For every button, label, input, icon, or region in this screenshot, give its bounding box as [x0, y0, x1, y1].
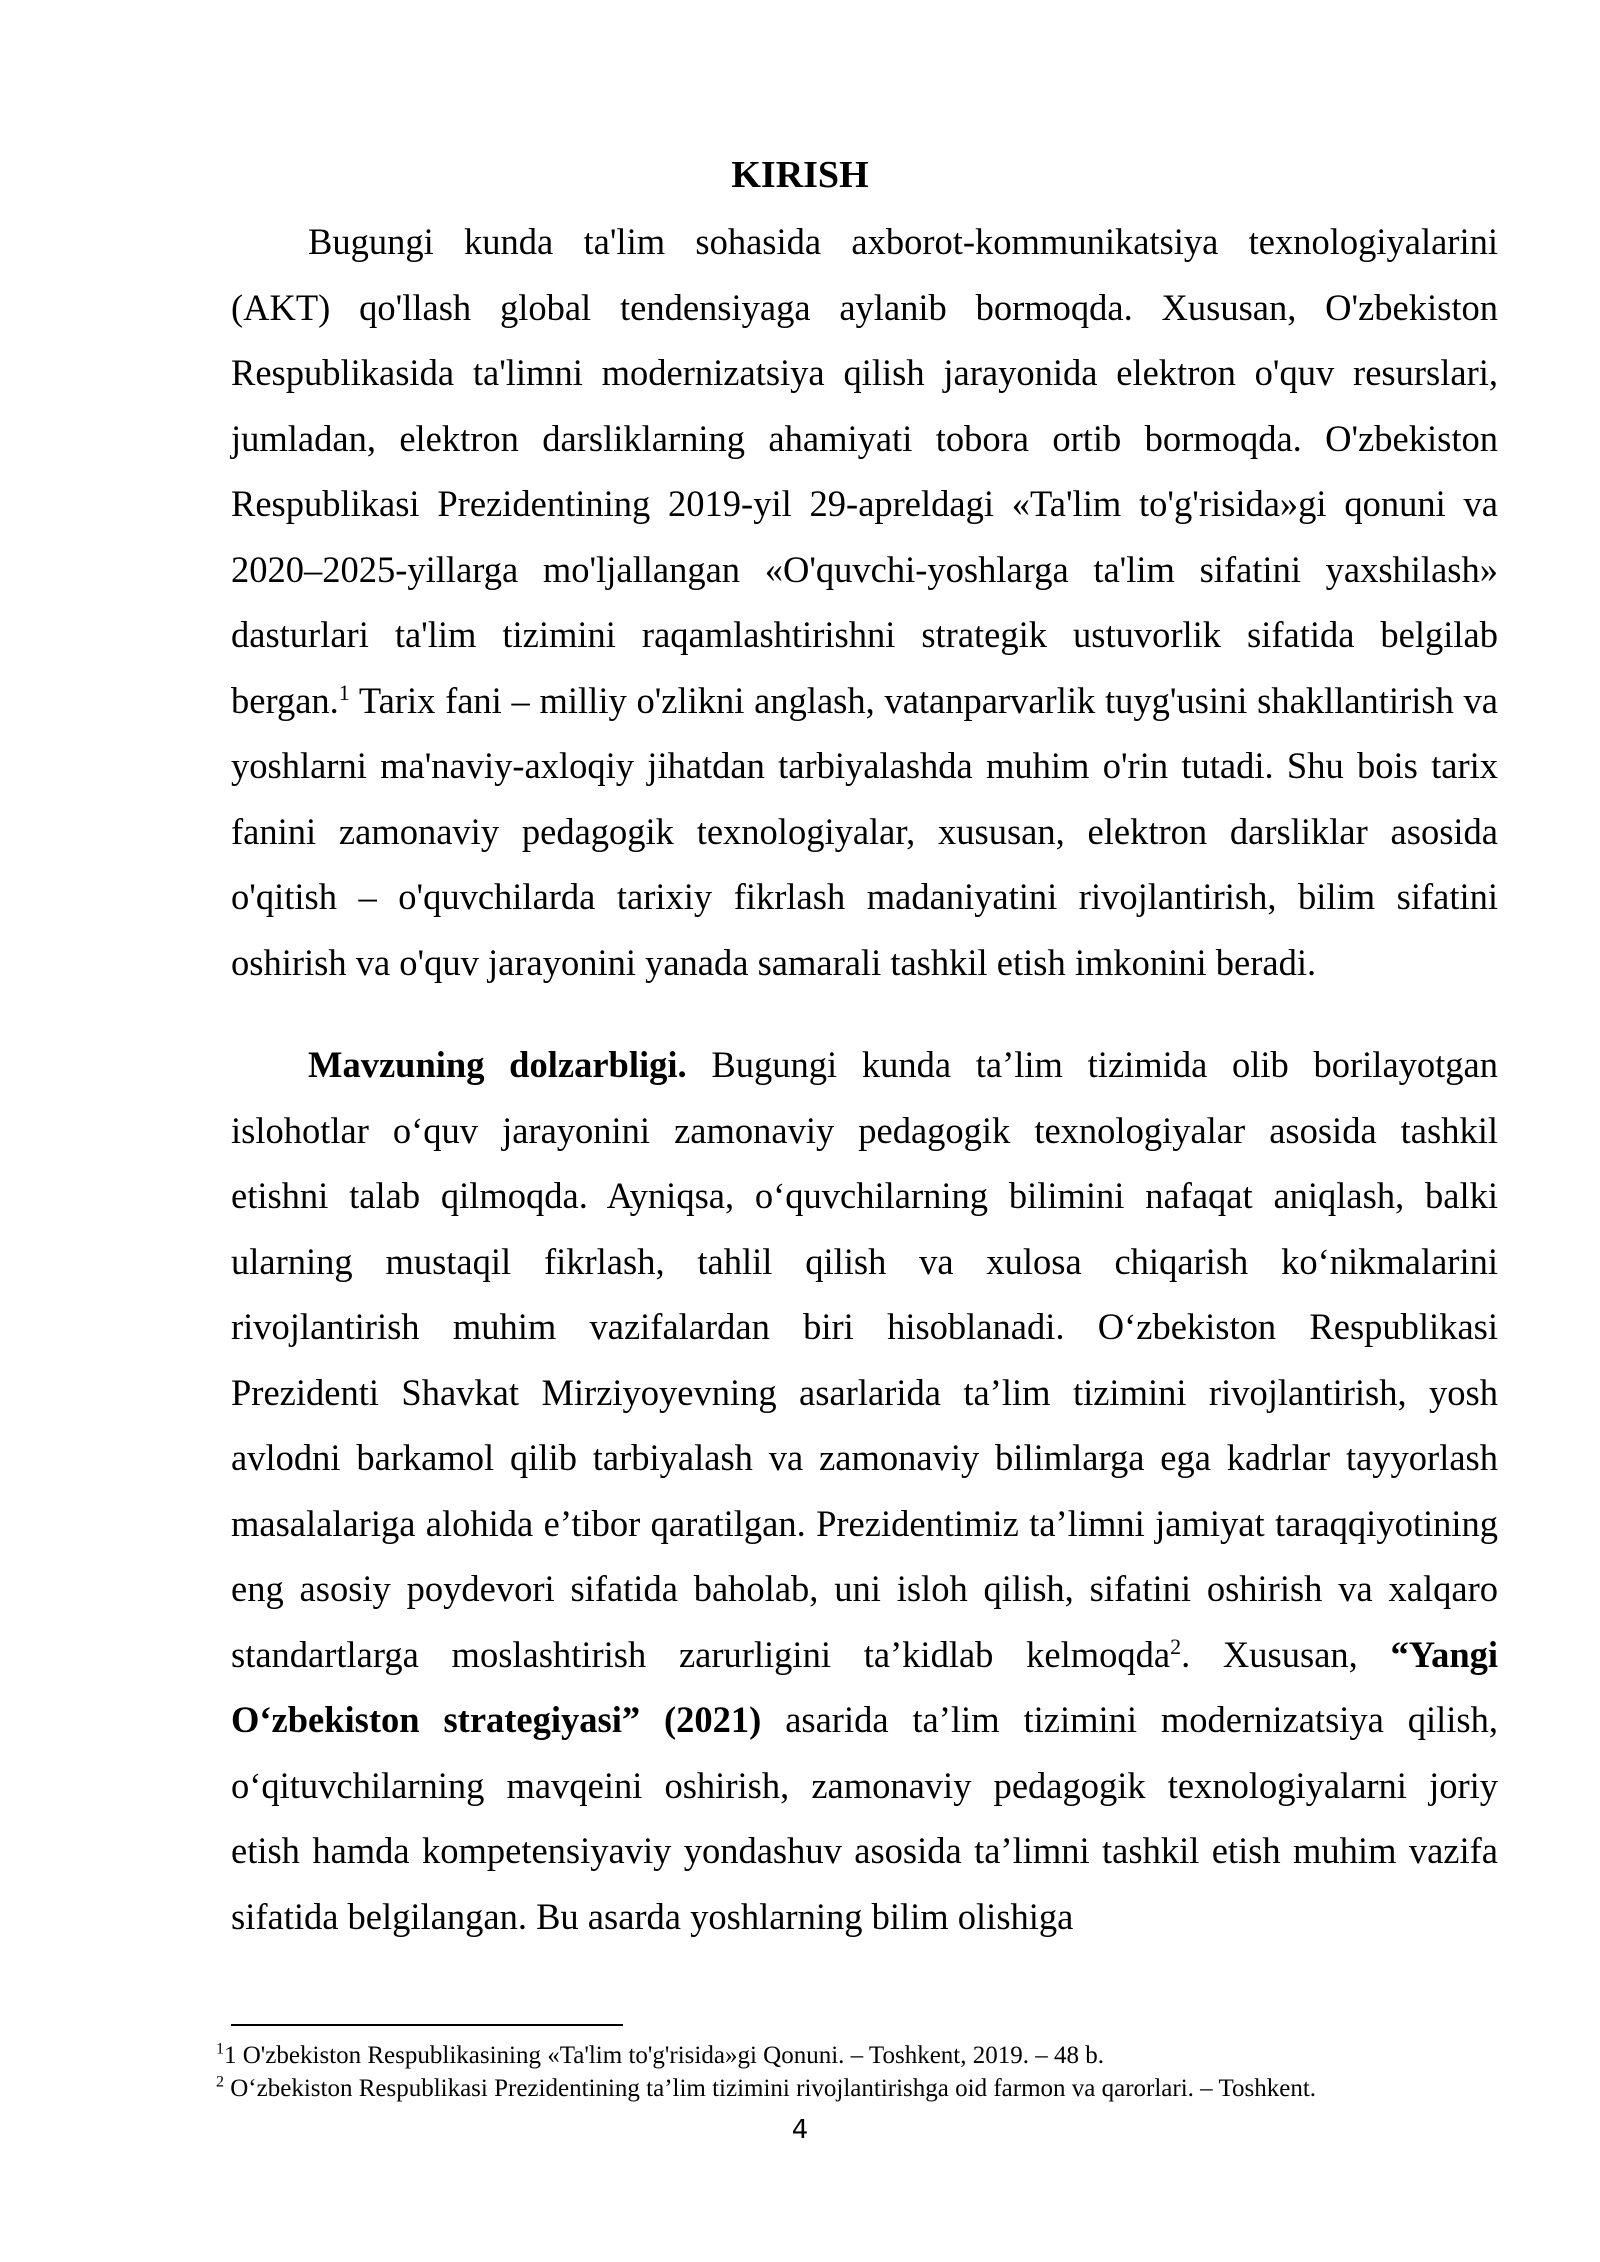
intro-paragraph: [231, 209, 1498, 995]
section-heading: KIRISH: [731, 154, 869, 196]
intro-text-a: Bugungi kunda ta'lim sohasida axborot-kommunikatsiya texnologiyalarini (AKT) qo'llash global tendensiyaga aylanib bormoqda. Xususan, O'zbekiston Respublikasida ta'limni modernizatsiya qilish jarayonida elektron o'quv resurslari, jumladan, elektron darsliklarning ahamiyati tobora ortib bormoqda. O'zbekiston Respublikasi Prezidentining 2019-yil 29-apreldagi «Ta'lim to'g'risida»gi qonuni va 2020–2025-yillarga mo'ljallangan «O'quvchi-yoshlarga ta'lim sifatini yaxshilash» dasturlari ta'lim tizimini raqamlashtirishni strategik ustuvorlik sifatida belgilab bergan.: [231, 221, 1498, 721]
footnote-2: [216, 2072, 1516, 2105]
relevance-text-b: . Xususan,: [1181, 1633, 1391, 1675]
footnote-separator: [231, 2024, 623, 2026]
footnotes: [216, 2039, 1516, 2105]
footnote-1: [216, 2039, 1516, 2072]
footnote-ref-2[interactable]: 2: [1170, 1633, 1182, 1659]
relevance-text-c: asarida ta’lim tizimini modernizatsiya qilish, o‘qituvchilarning mavqeini oshirish, zamonaviy pedagogik texnologiyalarni joriy etish hamda kompetensiyaviy yondashuv asosida ta’limni tashkil etish muhim vazifa sifatida belgilangan. Bu asarda yoshlarning bilim olishiga: [231, 1699, 1498, 1937]
footnote-2-marker: 2: [216, 2073, 224, 2091]
relevance-paragraph: [231, 1032, 1498, 1949]
intro-text-b: Tarix fani – milliy o'zlikni anglash, vatanparvarlik tuyg'usini shakllantirish va yoshlarni ma'naviy-axloqiy jihatdan tarbiyalashda muhim o'rin tutadi. Shu bois tarix fanini zamonaviy pedagogik texnologiyalar, xususan, elektron darsliklar asosida o'qitish – o'quvchilarda tarixiy fikrlash madaniyatini rivojlantirish, bilim sifatini oshirish va o'quv jarayonini yanada samarali tashkil etish imkonini beradi.: [231, 679, 1498, 983]
book-title: “Yangi O‘zbekiston strategiyasi” (2021): [231, 1633, 1499, 1740]
footnote-2-text: O‘zbekiston Respublikasi Prezidentining ta’lim tizimini rivojlantirishga oid farmon va qarorlari. – Toshkent.: [224, 2075, 1317, 2102]
relevance-lead: Mavzuning dolzarbligi.: [308, 1044, 687, 1085]
footnote-1-marker: 1: [216, 2040, 224, 2058]
relevance-text-a: Bugungi kunda ta’lim tizimida olib borilayotgan islohotlar o‘quv jarayonini zamonaviy pedagogik texnologiyalar asosida tashkil etishni talab qilmoqda. Ayniqsa, o‘quvchilarning bilimini nafaqat aniqlash, balki ularning mustaqil fikrlash, tahlil qilish va xulosa chiqarish ko‘nikmalarini rivojlantirish muhim vazifalardan biri hisoblanadi. O‘zbekiston Respublikasi Prezidenti Shavkat Mirziyoyevning asarlarida ta’lim tizimini rivojlantirish, yosh avlodni barkamol qilib tarbiyalash va zamonaviy bilimlarga ega kadrlar tayyorlash masalalariga alohida e’tibor qaratilgan. Prezidentimiz ta’limni jamiyat taraqqiyotining eng asosiy poydevori sifatida baholab, uni isloh qilish, sifatini oshirish va xalqaro standartlarga moslashtirish zarurligini ta’kidlab kelmoqda: [231, 1044, 1498, 1675]
page-number: 4: [791, 2115, 809, 2145]
footnote-1-text: O'zbekiston Respublikasining «Ta'lim to'g'risida»gi Qonuni. – Toshkent, 2019. – 48 b.: [236, 2042, 1104, 2069]
footnote-ref-1[interactable]: 1: [338, 679, 350, 705]
footnote-1-inline-marker: 1: [224, 2042, 237, 2069]
